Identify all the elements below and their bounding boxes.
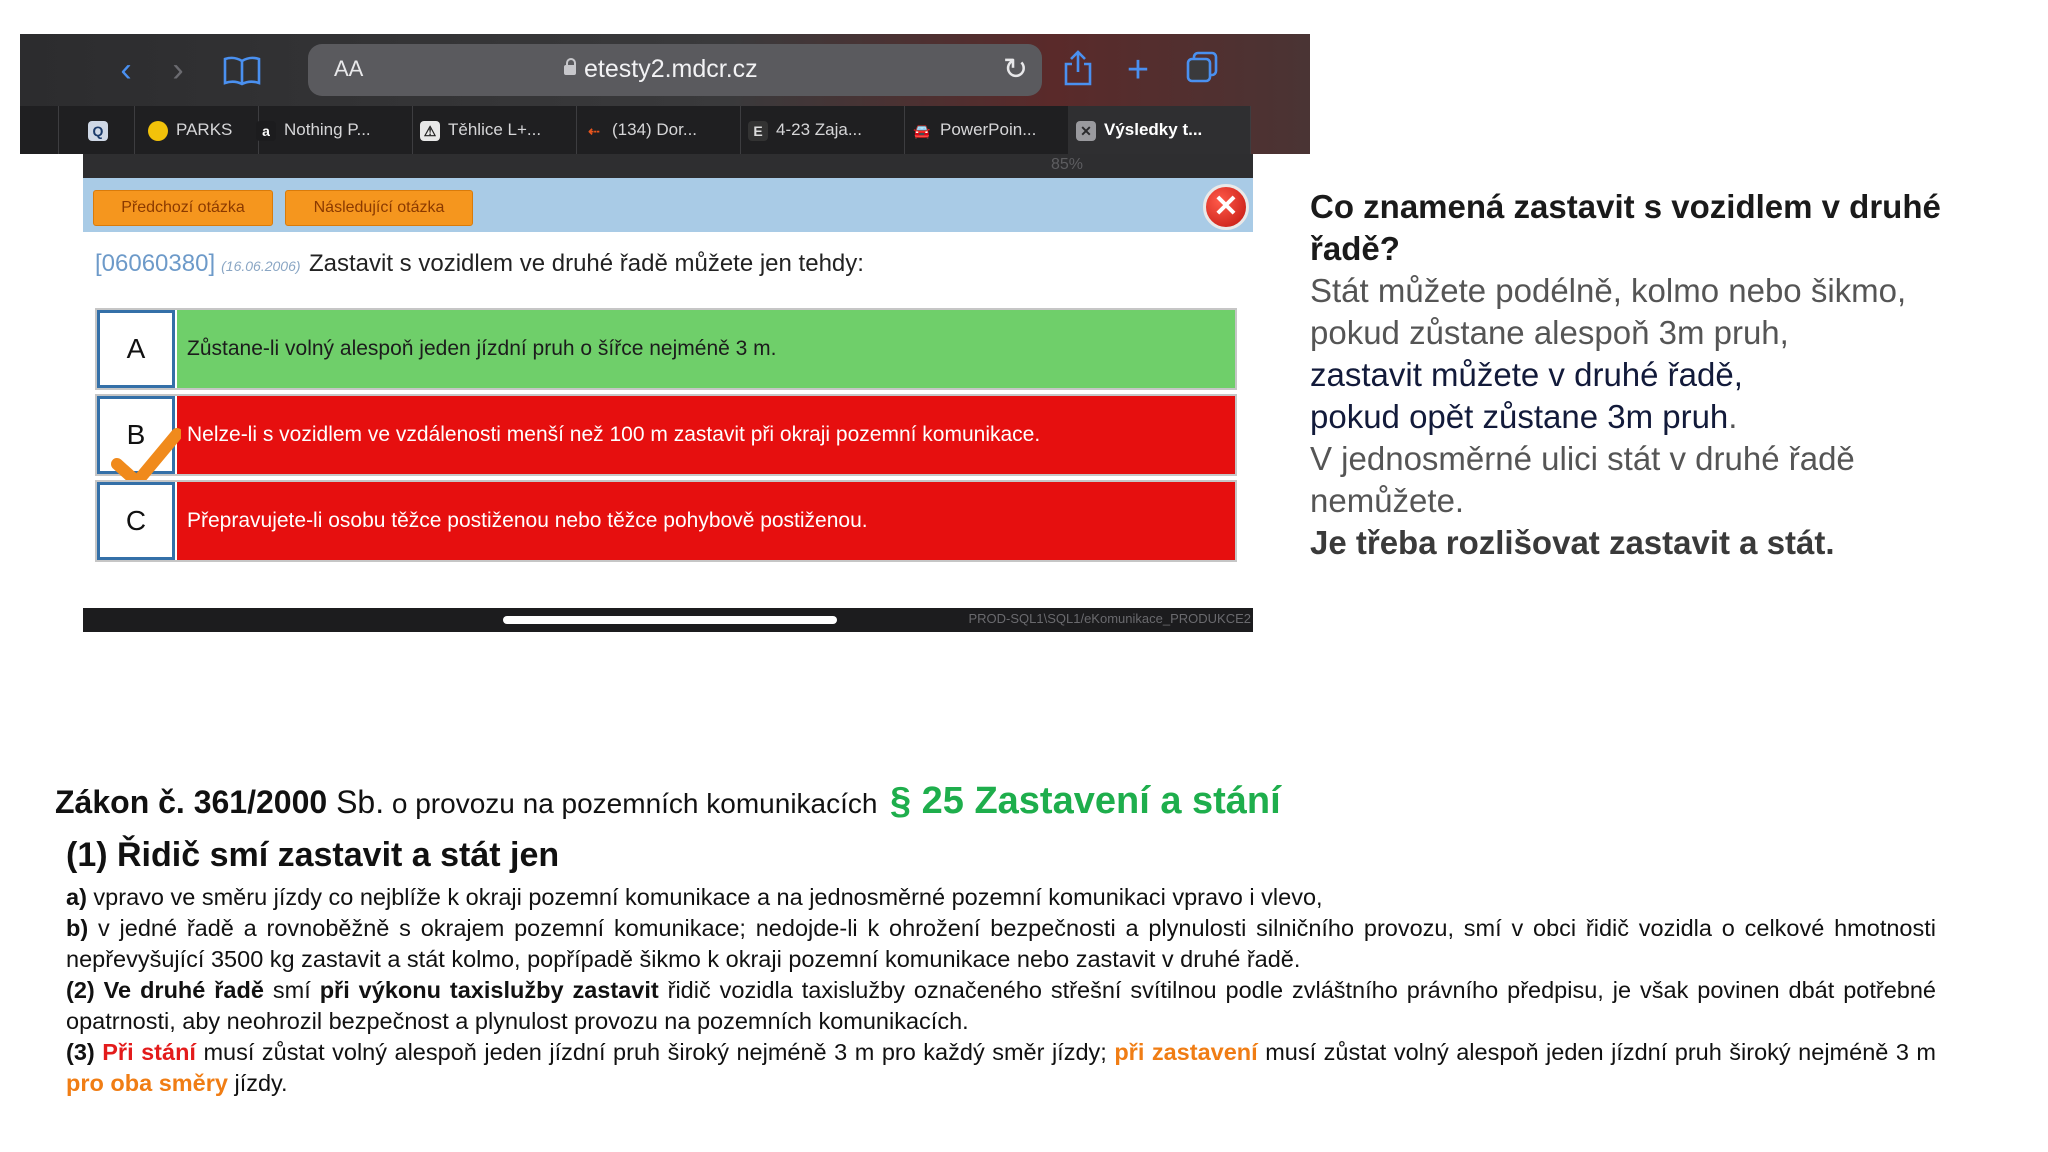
explanation-line: nemůžete. <box>1310 482 1465 519</box>
answer-letter[interactable]: A <box>97 310 175 388</box>
tab-tehlice[interactable]: ⚠ Těhlice L+... <box>412 106 577 154</box>
tab-nothing[interactable]: a Nothing P... <box>248 106 413 154</box>
zoom-label: 85% <box>1051 156 1084 173</box>
back-button[interactable] <box>108 50 144 90</box>
explanation-line-period: . <box>1728 398 1738 435</box>
explanation-title: Co znamená zastavit s vozidlem v druhé řadě? <box>1310 188 1941 267</box>
tab-bar <box>20 106 1250 154</box>
reader-mode-button[interactable]: AA <box>334 56 364 81</box>
plus-icon: + <box>1126 49 1150 91</box>
next-question-button[interactable]: Následující otázka <box>285 190 473 226</box>
chevron-left-icon: ‹ <box>120 51 132 89</box>
tab-youtube[interactable]: ⇠ (134) Dor... <box>576 106 741 154</box>
car-icon: 🚘 <box>913 122 931 139</box>
tab-overview-button[interactable] <box>1178 50 1226 90</box>
close-tab-icon[interactable]: ✕ <box>1076 121 1096 141</box>
share-icon <box>1063 50 1093 86</box>
explanation-line-text: pokud opět zůstane 3m pruh <box>1310 398 1729 435</box>
reload-icon[interactable]: ↻ <box>1002 53 1028 86</box>
server-path: PROD-SQL1\SQL1/eKomunikace_PRODUKCE2 <box>968 611 1251 626</box>
new-tab-button[interactable] <box>1116 50 1160 90</box>
explanation-line: Stát můžete podélně, kolmo nebo šikmo, <box>1310 272 1907 309</box>
law-heading <box>55 780 1281 823</box>
law-collection: Sb. <box>327 784 385 820</box>
question-text: Zastavit s vozidlem ve druhé řadě můžete jen tehdy: <box>308 250 864 277</box>
amazon-icon: a <box>256 121 276 141</box>
law-body <box>66 882 1936 1099</box>
lidl-icon <box>148 121 168 141</box>
quiz-toolbar <box>83 178 1253 232</box>
explanation-summary: Je třeba rozlišovat zastavit a stát. <box>1310 524 1835 561</box>
quiz-app <box>83 154 1253 632</box>
letter-e-icon: E <box>748 121 768 141</box>
search-site-icon: Q <box>88 121 108 141</box>
answer-option-b[interactable] <box>95 394 1237 476</box>
explanation-line: zastavit můžete v druhé řadě, <box>1310 356 1743 393</box>
book-icon <box>222 56 262 86</box>
address-bar[interactable] <box>308 44 1042 96</box>
law-subject: o provozu na pozemních komunikacích <box>384 788 878 819</box>
tabs-icon <box>1185 50 1219 84</box>
law-paragraph-3: (3) Při stání musí zůstat volný alespoň jeden jízdní pruh široký nejméně 3 m pro každý směr jízdy; při zastavení musí zůstat volný alespoň jeden jízdní pruh široký nejméně 3 m pro oba směry jízdy. <box>66 1039 1937 1096</box>
tab-pinned[interactable] <box>20 106 59 154</box>
answer-text[interactable]: Přepravujete-li osobu těžce postiženou nebo těžce pohybově postiženou. <box>177 482 1235 560</box>
tab-zaja[interactable]: E 4-23 Zaja... <box>740 106 905 154</box>
quiz-bottom-bar <box>83 608 1253 632</box>
question-id: [06060380] <box>95 250 216 277</box>
previous-question-button[interactable]: Předchozí otázka <box>93 190 273 226</box>
tab-parks[interactable]: PARKS <box>128 106 259 154</box>
url-text[interactable]: etesty2.mdcr.cz <box>584 55 758 83</box>
quiz-top-strip <box>83 154 1253 178</box>
site-icon: ⚠ <box>420 121 440 141</box>
law-paragraph-2: (2) Ve druhé řadě smí při výkonu taxislužby zastavit řidič vozidla taxislužby označeného střešní svítilnou podle zvláštního právního předpisu, je však povinen dbát potřebné opatrnosti, aby neohrozil bezpečnost a plynulost provozu na pozemních komunikacích. <box>66 977 1936 1034</box>
law-item-b: b) v jedné řadě a rovnoběžně s okrajem pozemní komunikace; nedojde-li k ohrožení bezpečnosti a plynulosti silničního provozu, smí v obci řidič vozidla o celkové hmotnosti nepřevyšující 3500 kg zastavit a stát kolmo, popřípadě šikmo k okraji pozemní komunikace nebo zastavit v druhé řadě. <box>66 915 1936 972</box>
arrow-icon: ⇠ <box>588 122 600 139</box>
answer-letter[interactable]: B <box>97 396 175 474</box>
tab-vysledky[interactable]: ✕ Výsledky t... <box>1068 106 1251 154</box>
share-button[interactable] <box>1054 50 1102 90</box>
close-icon[interactable]: ✕ <box>1203 184 1249 230</box>
chevron-right-icon: › <box>172 51 184 89</box>
question-line <box>95 250 864 278</box>
browser-chrome <box>20 34 1310 154</box>
tab-powerpoint[interactable]: 🚘 PowerPoin... <box>904 106 1069 154</box>
answer-letter[interactable]: C <box>97 482 175 560</box>
answer-option-c[interactable] <box>95 480 1237 562</box>
law-name: Zákon č. 361/2000 <box>55 784 328 820</box>
forward-button[interactable] <box>160 50 196 90</box>
explanation-line: pokud zůstane alespoň 3m pruh, <box>1310 314 1789 351</box>
answer-text[interactable]: Zůstane-li volný alespoň jeden jízdní pruh o šířce nejméně 3 m. <box>177 310 1235 388</box>
answer-option-a[interactable] <box>95 308 1237 390</box>
answer-text[interactable]: Nelze-li s vozidlem ve vzdálenosti menší než 100 m zastavit při okraji pozemní komunikace. <box>177 396 1235 474</box>
explanation-panel <box>1310 186 2010 564</box>
law-item-a: a) vpravo ve směru jízdy co nejblíže k okraji pozemní komunikace a na jednosměrné pozemní komunikaci vpravo i vlevo, <box>66 884 1323 910</box>
lock-icon <box>564 65 576 75</box>
law-paragraph-title: (1) Řidič smí zastavit a stát jen <box>66 836 560 874</box>
explanation-line: V jednosměrné ulici stát v druhé řadě <box>1310 440 1855 477</box>
browser-toolbar <box>20 34 1310 106</box>
home-indicator <box>503 616 837 624</box>
bookmarks-button[interactable] <box>212 50 272 90</box>
explanation-line <box>1310 396 2010 438</box>
law-section-title: § 25 Zastavení a stání <box>889 780 1281 822</box>
question-date: (16.06.2006) <box>221 258 301 274</box>
